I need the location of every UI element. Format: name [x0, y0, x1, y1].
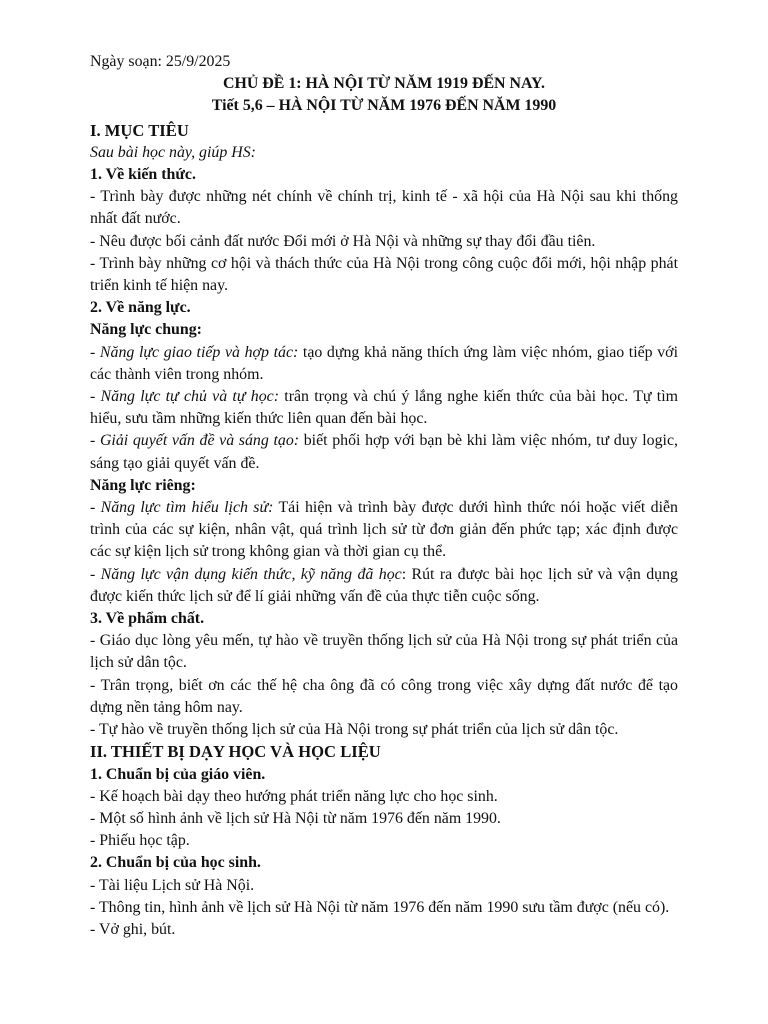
competence-label: - Năng lực giao tiếp và hợp tác: — [90, 343, 299, 361]
teacher-prep-item: - Phiếu học tập. — [90, 832, 190, 850]
general-competence-item — [90, 430, 678, 474]
competence-text: trân trọng và chú ý lắng nghe kiến thức của bài học. Tự tìm hiểu, sưu tầm những kiến thức liên quan đến bài học. — [90, 388, 678, 428]
knowledge-item: - Trình bày những cơ hội và thách thức của Hà Nội trong công cuộc đổi mới, hội nhập phát triển kinh tế hiện nay. — [90, 254, 678, 295]
knowledge-item: - Nêu được bối cảnh đất nước Đổi mới ở Hà Nội và những sự thay đổi đầu tiên. — [90, 232, 596, 250]
competence-label: - Năng lực vận dụng kiến thức, kỹ năng đã học — [90, 565, 402, 583]
section-equipment-title: II. THIẾT BỊ DẠY HỌC VÀ HỌC LIỆU — [90, 742, 381, 762]
student-prep-item: - Vở ghi, bút. — [90, 920, 176, 938]
section-objectives-title: I. MỤC TIÊU — [90, 120, 189, 140]
competence-label: - Năng lực tìm hiểu lịch sử: — [90, 499, 274, 517]
quality-title: 3. Về phẩm chất. — [90, 610, 205, 628]
lesson-title: Tiết 5,6 – HÀ NỘI TỪ NĂM 1976 ĐẾN NĂM 1990 — [211, 97, 557, 115]
date-line: Ngày soạn: 25/9/2025 — [90, 53, 231, 70]
student-prep-title: 2. Chuẩn bị của học sinh. — [90, 854, 261, 872]
quality-item: - Trân trọng, biết ơn các thế hệ cha ông đã có công trong việc xây dựng đất nước để tạo dựng nền tảng hôm nay. — [90, 676, 678, 716]
competence-text: biết phối hợp với bạn bè khi làm việc nhóm, tư duy logic, sáng tạo giải quyết vấn đề. — [90, 432, 678, 472]
competence-text: tạo dựng khả năng thích ứng làm việc nhóm, giao tiếp với các thành viên trong nhóm. — [90, 343, 679, 383]
competence-label: - Giải quyết vấn đề và sáng tạo: — [90, 432, 300, 450]
general-competence-title: Năng lực chung: — [90, 321, 202, 339]
knowledge-item: - Trình bày được những nét chính về chính trị, kinh tế - xã hội của Hà Nội sau khi thống nhất đất nước. — [90, 188, 678, 228]
competence-text: : Rút ra được bài học lịch sử và vận dụng được kiến thức lịch sử để lí giải những vấn đề của thực tiễn cuộc sống. — [90, 565, 678, 605]
objectives-intro: Sau bài học này, giúp HS: — [90, 143, 256, 161]
teacher-prep-item: - Một số hình ảnh về lịch sử Hà Nội từ năm 1976 đến năm 1990. — [90, 809, 501, 827]
quality-item: - Tự hào về truyền thống lịch sử của Hà Nội trong sự phát triển của lịch sử dân tộc. — [90, 721, 619, 739]
general-competence-item — [90, 342, 678, 386]
teacher-prep-item: - Kế hoạch bài dạy theo hướng phát triển năng lực cho học sinh. — [90, 787, 498, 805]
knowledge-title: 1. Về kiến thức. — [90, 166, 196, 184]
quality-item: - Giáo dục lòng yêu mến, tự hào về truyền thống lịch sử của Hà Nội trong sự phát triển của lịch sử dân tộc. — [90, 632, 678, 672]
competence-title: 2. Về năng lực. — [90, 299, 191, 317]
competence-label: - Năng lực tự chủ và tự học: — [90, 388, 280, 406]
competence-text: Tái hiện và trình bày được dưới hình thức nói hoặc viết diễn trình của các sự kiện, nhân vật, quá trình lịch sử từ đơn giản đến phức tạp; xác định được các sự kiện lịch sử trong không gian và thời gian cụ thể. — [90, 499, 678, 561]
specific-competence-item — [90, 497, 678, 564]
specific-competence-title: Năng lực riêng: — [90, 476, 196, 494]
specific-competence-item — [90, 564, 678, 608]
student-prep-item: - Tài liệu Lịch sử Hà Nội. — [90, 876, 255, 894]
general-competence-item — [90, 386, 678, 430]
student-prep-item: - Thông tin, hình ảnh về lịch sử Hà Nội từ năm 1976 đến năm 1990 sưu tầm được (nếu có). — [90, 898, 670, 916]
topic-title: CHỦ ĐỀ 1: HÀ NỘI TỪ NĂM 1919 ĐẾN NAY. — [223, 75, 545, 93]
teacher-prep-title: 1. Chuẩn bị của giáo viên. — [90, 765, 266, 783]
